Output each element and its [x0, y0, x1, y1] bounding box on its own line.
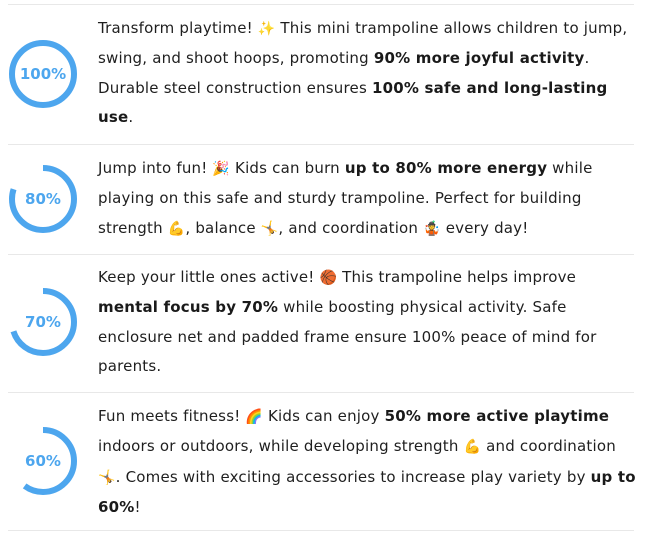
body-text: This trampoline helps improve: [337, 268, 577, 286]
progress-ring: [8, 426, 78, 496]
body-text: indoors or outdoors, while developing strength: [98, 437, 464, 456]
progress-ring: [8, 39, 78, 109]
progress-percent-label: 70%: [25, 313, 61, 331]
highlight-text: 100% safe and long-lasting use: [98, 78, 608, 126]
divider: [8, 254, 634, 255]
progress-ring: [8, 164, 78, 234]
body-text: .: [128, 107, 134, 126]
divider: [8, 530, 634, 531]
emoji-icon: 💪: [463, 439, 482, 456]
body-text: Kids can enjoy: [263, 407, 385, 425]
progress-percent-label: 60%: [25, 452, 61, 470]
highlight-text: up to 80% more energy: [344, 159, 548, 177]
divider: [8, 144, 634, 145]
divider: [8, 4, 634, 5]
emoji-icon: 🤹: [423, 220, 441, 237]
progress-percent-label: 80%: [25, 190, 61, 208]
progress-ring: [8, 287, 78, 357]
emoji-icon: ✨: [257, 21, 276, 37]
body-text: while boosting physical activity. Safe enclosure net and padded frame ensure 100% peace of mind for parents.: [98, 298, 597, 375]
body-text: . Comes with exciting accessories to increase play variety by: [115, 467, 591, 486]
highlight-text: 50% more active playtime: [384, 407, 610, 425]
body-text: every day!: [440, 218, 529, 237]
body-text: Transform playtime!: [98, 19, 258, 37]
body-text: Kids can burn: [230, 159, 345, 177]
body-text: Keep your little ones active!: [98, 268, 320, 286]
feature-description: [98, 263, 638, 381]
body-text: and coordination: [481, 437, 616, 456]
body-text: , balance: [185, 218, 261, 237]
feature-description: [98, 154, 638, 244]
emoji-icon: 🤸: [98, 469, 116, 486]
body-text: This mini trampoline allows children to jump, swing, and shoot hoops, promoting: [98, 19, 628, 68]
emoji-icon: 💪: [167, 220, 186, 237]
highlight-text: up to 60%: [98, 467, 636, 516]
emoji-icon: 🎉: [212, 161, 231, 177]
body-text: , and coordination: [278, 218, 424, 237]
emoji-icon: 🤸: [260, 220, 279, 237]
divider: [8, 392, 634, 393]
emoji-icon: 🏀: [319, 270, 338, 286]
feature-description: [98, 14, 638, 132]
body-text: !: [134, 497, 141, 516]
body-text: . Durable steel construction ensures: [98, 49, 590, 97]
highlight-text: mental focus by 70%: [98, 298, 279, 317]
body-text: Jump into fun!: [98, 159, 213, 177]
body-text: Fun meets fitness!: [98, 407, 246, 425]
feature-description: [98, 402, 638, 522]
body-text: while playing on this safe and sturdy trampoline. Perfect for building strength: [98, 159, 593, 237]
highlight-text: 90% more joyful activity: [373, 49, 585, 68]
emoji-icon: 🌈: [245, 409, 264, 425]
progress-percent-label: 100%: [19, 65, 67, 83]
